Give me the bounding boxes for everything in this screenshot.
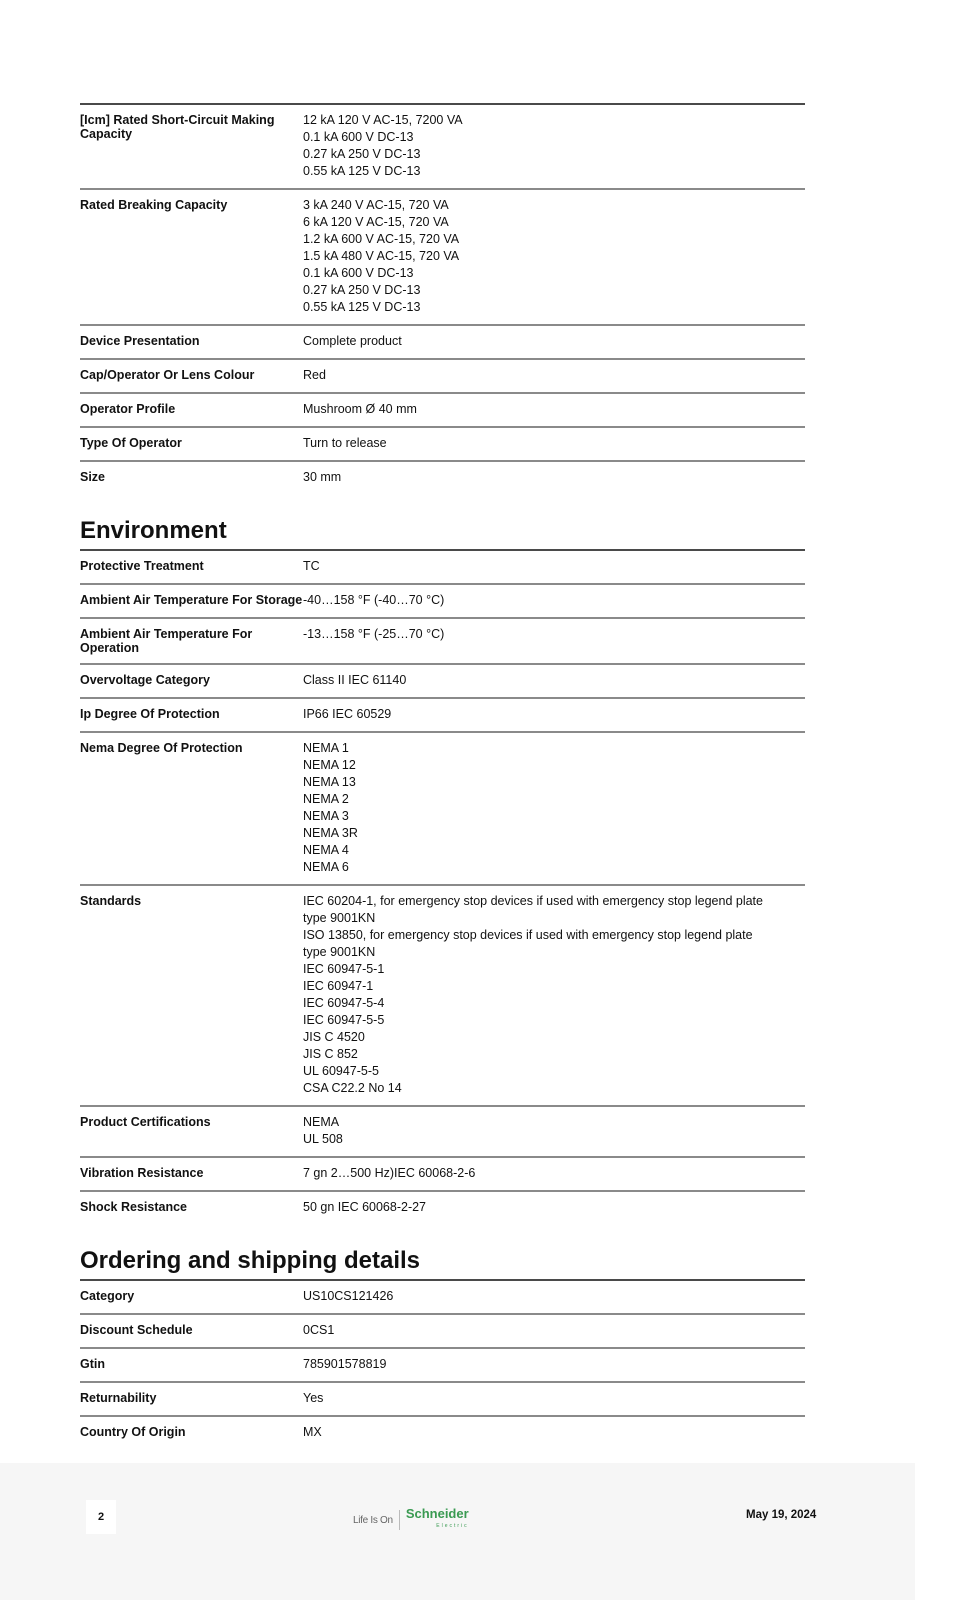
spec-value bbox=[303, 197, 805, 316]
spec-row bbox=[80, 460, 805, 494]
spec-label: Standards bbox=[80, 894, 142, 908]
spec-label: Cap/Operator Or Lens Colour bbox=[80, 368, 255, 382]
spec-label: Rated Breaking Capacity bbox=[80, 198, 228, 212]
spec-value-line: NEMA bbox=[303, 1115, 340, 1129]
spec-row bbox=[80, 1279, 805, 1313]
spec-value-line: 7 gn 2…500 Hz)IEC 60068-2-6 bbox=[303, 1166, 476, 1180]
spec-value-line: Turn to release bbox=[303, 436, 387, 450]
spec-value-line: Red bbox=[303, 368, 326, 382]
spec-value-line: NEMA 1 bbox=[303, 741, 349, 755]
spec-value-line: Complete product bbox=[303, 334, 402, 348]
spec-value-line: ISO 13850, for emergency stop devices if used with emergency stop legend plate bbox=[303, 928, 753, 942]
spec-value-line: type 9001KN bbox=[303, 945, 376, 959]
spec-value-line: US10CS121426 bbox=[303, 1289, 394, 1303]
spec-value-line: UL 60947-5-5 bbox=[303, 1064, 379, 1078]
spec-row bbox=[80, 617, 805, 663]
spec-row bbox=[80, 1190, 805, 1224]
spec-value-line: Mushroom Ø 40 mm bbox=[303, 402, 417, 416]
spec-row bbox=[80, 324, 805, 358]
spec-value-line: IEC 60947-5-4 bbox=[303, 996, 385, 1010]
spec-row bbox=[80, 1381, 805, 1415]
spec-row bbox=[80, 697, 805, 731]
spec-value-line: 0.55 kA 125 V DC-13 bbox=[303, 300, 421, 314]
spec-label: Ip Degree Of Protection bbox=[80, 707, 220, 721]
spec-value-line: NEMA 4 bbox=[303, 843, 349, 857]
spec-value-line: 785901578819 bbox=[303, 1357, 387, 1371]
spec-value-line: 6 kA 120 V AC-15, 720 VA bbox=[303, 215, 449, 229]
spec-value-line: Yes bbox=[303, 1391, 324, 1405]
spec-label: Device Presentation bbox=[80, 334, 200, 348]
spec-value bbox=[303, 1390, 805, 1407]
spec-value-line: JIS C 4520 bbox=[303, 1030, 365, 1044]
spec-label: Country Of Origin bbox=[80, 1425, 186, 1439]
spec-value bbox=[303, 626, 805, 655]
spec-label: Ambient Air Temperature For Storage bbox=[80, 593, 303, 607]
spec-value-line: MX bbox=[303, 1425, 322, 1439]
spec-row bbox=[80, 549, 805, 583]
spec-value bbox=[303, 1114, 805, 1148]
spec-row bbox=[80, 392, 805, 426]
spec-value bbox=[303, 592, 805, 609]
spec-value bbox=[303, 706, 805, 723]
spec-row bbox=[80, 1156, 805, 1190]
spec-label: Operator Profile bbox=[80, 402, 176, 416]
spec-value bbox=[303, 740, 805, 876]
spec-value bbox=[303, 558, 805, 575]
spec-label: Shock Resistance bbox=[80, 1200, 187, 1214]
spec-label: Gtin bbox=[80, 1357, 105, 1371]
spec-row bbox=[80, 884, 805, 1105]
spec-label: Discount Schedule bbox=[80, 1323, 193, 1337]
page-footer bbox=[0, 1463, 915, 1600]
spec-value-line: Class II IEC 61140 bbox=[303, 673, 407, 687]
spec-value-line: -13…158 °F (-25…70 °C) bbox=[303, 627, 445, 641]
spec-row bbox=[80, 583, 805, 617]
spec-value bbox=[303, 367, 805, 384]
spec-value-line: 0.27 kA 250 V DC-13 bbox=[303, 147, 421, 161]
spec-value-line: IEC 60947-1 bbox=[303, 979, 374, 993]
brand-text: Schneider bbox=[405, 1506, 469, 1521]
spec-label: Type Of Operator bbox=[80, 436, 182, 450]
document-date: May 19, 2024 bbox=[746, 1509, 817, 1521]
spec-value bbox=[303, 1424, 805, 1441]
spec-value bbox=[303, 112, 805, 180]
spec-value-line: 0CS1 bbox=[303, 1323, 335, 1337]
spec-value-line: 50 gn IEC 60068-2-27 bbox=[303, 1200, 427, 1214]
spec-value bbox=[303, 1199, 805, 1216]
spec-row bbox=[80, 358, 805, 392]
spec-value-line: IEC 60947-5-1 bbox=[303, 962, 385, 976]
spec-value bbox=[303, 1288, 805, 1305]
brand-name bbox=[406, 1508, 469, 1532]
spec-value-line: 12 kA 120 V AC-15, 7200 VA bbox=[303, 113, 463, 127]
spec-value-line: IP66 IEC 60529 bbox=[303, 707, 392, 721]
spec-value bbox=[303, 469, 805, 486]
spec-row bbox=[80, 1105, 805, 1156]
spec-label: Returnability bbox=[80, 1391, 157, 1405]
spec-label: Product Certifications bbox=[80, 1115, 211, 1129]
spec-value-line: CSA C22.2 No 14 bbox=[303, 1081, 402, 1095]
spec-value-line: NEMA 6 bbox=[303, 860, 349, 874]
spec-label: Size bbox=[80, 470, 106, 484]
spec-row bbox=[80, 663, 805, 697]
spec-value-line: 0.1 kA 600 V DC-13 bbox=[303, 266, 414, 280]
spec-value-line: NEMA 12 bbox=[303, 758, 356, 772]
spec-value-line: 3 kA 240 V AC-15, 720 VA bbox=[303, 198, 449, 212]
spec-value-line: 0.55 kA 125 V DC-13 bbox=[303, 164, 421, 178]
spec-value-line: IEC 60204-1, for emergency stop devices if used with emergency stop legend plate bbox=[303, 894, 763, 908]
spec-row bbox=[80, 426, 805, 460]
section-heading: Environment bbox=[80, 517, 227, 544]
page-number: 2 bbox=[86, 1500, 116, 1534]
spec-value bbox=[303, 333, 805, 350]
spec-value-line: 1.2 kA 600 V AC-15, 720 VA bbox=[303, 232, 460, 246]
spec-value-line: 1.5 kA 480 V AC-15, 720 VA bbox=[303, 249, 460, 263]
spec-document bbox=[80, 103, 805, 1449]
spec-row bbox=[80, 1313, 805, 1347]
brand-subtext: Electric bbox=[436, 1523, 469, 1529]
spec-value bbox=[303, 1356, 805, 1373]
spec-row bbox=[80, 1347, 805, 1381]
schneider-logo bbox=[353, 1508, 469, 1532]
spec-value-line: NEMA 3 bbox=[303, 809, 349, 823]
spec-value bbox=[303, 672, 805, 689]
spec-value bbox=[303, 401, 805, 418]
spec-value bbox=[303, 1165, 805, 1182]
spec-value-line: IEC 60947-5-5 bbox=[303, 1013, 385, 1027]
spec-label: Protective Treatment bbox=[80, 559, 204, 573]
spec-row bbox=[80, 1415, 805, 1449]
spec-row bbox=[80, 103, 805, 188]
spec-label: [Icm] Rated Short-Circuit Making Capacity bbox=[80, 113, 275, 141]
section-heading: Ordering and shipping details bbox=[80, 1247, 421, 1274]
spec-label: Vibration Resistance bbox=[80, 1166, 204, 1180]
spec-value-line: -40…158 °F (-40…70 °C) bbox=[303, 593, 445, 607]
spec-value bbox=[303, 435, 805, 452]
spec-label: Ambient Air Temperature For Operation bbox=[80, 627, 253, 655]
spec-value-line: 0.27 kA 250 V DC-13 bbox=[303, 283, 421, 297]
spec-value-line: NEMA 13 bbox=[303, 775, 356, 789]
spec-value bbox=[303, 893, 805, 1097]
spec-value bbox=[303, 1322, 805, 1339]
spec-row bbox=[80, 188, 805, 324]
spec-label: Category bbox=[80, 1289, 135, 1303]
spec-value-line: 30 mm bbox=[303, 470, 342, 484]
spec-label: Nema Degree Of Protection bbox=[80, 741, 243, 755]
spec-value-line: UL 508 bbox=[303, 1132, 343, 1146]
spec-value-line: NEMA 3R bbox=[303, 826, 358, 840]
spec-label: Overvoltage Category bbox=[80, 673, 210, 687]
spec-row bbox=[80, 731, 805, 884]
spec-value-line: TC bbox=[303, 559, 320, 573]
spec-value-line: JIS C 852 bbox=[303, 1047, 358, 1061]
logo-divider bbox=[399, 1510, 400, 1530]
spec-value-line: NEMA 2 bbox=[303, 792, 349, 806]
spec-value-line: 0.1 kA 600 V DC-13 bbox=[303, 130, 414, 144]
tagline: Life Is On bbox=[353, 1514, 393, 1526]
spec-value-line: type 9001KN bbox=[303, 911, 376, 925]
